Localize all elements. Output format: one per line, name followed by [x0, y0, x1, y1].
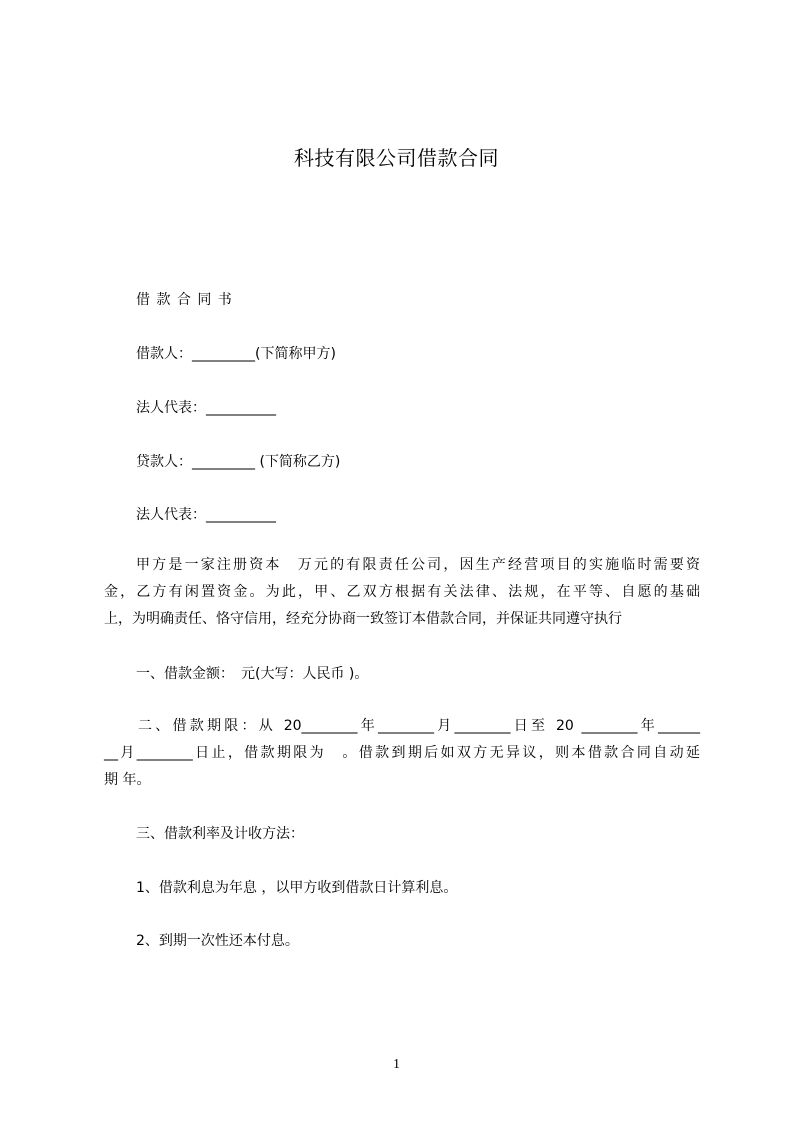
preamble-paragraph: [104, 552, 700, 633]
loan-term-line-2: __月________日止，借款期限为 。借款到期后如双方无异议，则本借款合同自动延: [104, 745, 700, 761]
preamble-line-1: 甲方是一家注册资本 万元的有限责任公司，因生产经营项目的实施临时需要资: [136, 557, 700, 573]
page-number: 1: [393, 1057, 400, 1072]
document-title: 科技有限公司借款合同: [294, 146, 499, 170]
borrower-line: 借款人：_________(下简称甲方): [136, 346, 336, 362]
interest-item-2: 2、到期一次性还本付息。: [136, 933, 299, 949]
loan-term-line-1: 二、借款期限：从 20________年________月________日至 20 ________年______: [138, 718, 700, 734]
borrower-representative-line: 法人代表：__________: [136, 400, 276, 416]
loan-term-line-3: 期 年。: [104, 772, 151, 788]
lender-line: 贷款人：_________ (下简称乙方): [136, 454, 341, 470]
preamble-line-2: 金，乙方有闲置资金。为此，甲、乙双方根据有关法律、法规，在平等、自愿的基础: [104, 584, 700, 600]
contract-heading: 借 款 合 同 书: [136, 292, 233, 308]
preamble-line-3: 上，为明确责任、恪守信用，经充分协商一致签订本借款合同，并保证共同遵守执行: [104, 611, 622, 627]
clause-loan-amount: 一、借款金额： 元(大写：人民币 )。: [136, 666, 369, 682]
lender-representative-line: 法人代表：__________: [136, 507, 276, 523]
clause-loan-term: [104, 713, 700, 794]
interest-item-1: 1、借款利息为年息 ，以甲方收到借款日计算利息。: [136, 880, 458, 896]
clause-interest-rate: 三、借款利率及计收方法：: [136, 826, 304, 842]
